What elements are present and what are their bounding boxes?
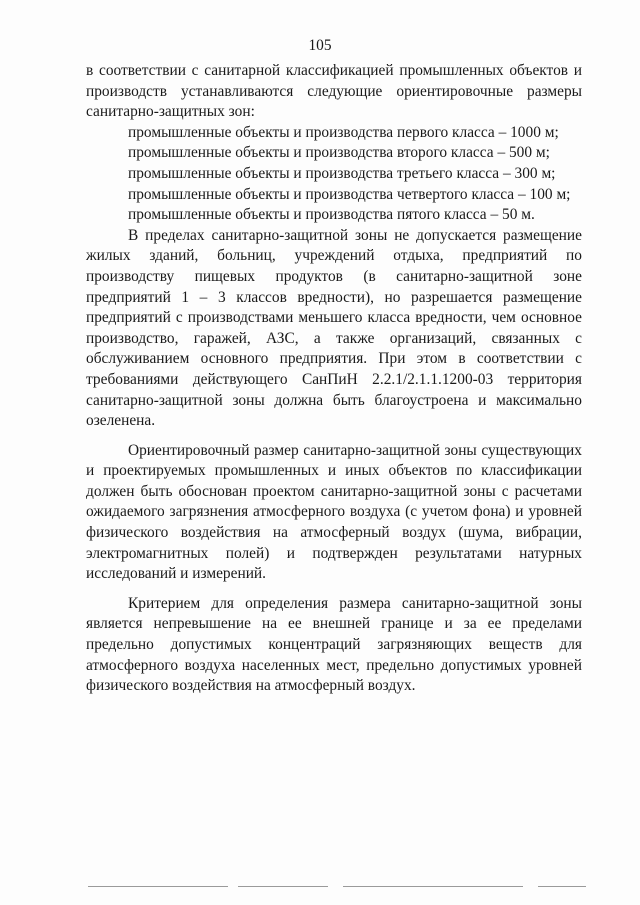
intro-paragraph: в соответствии с санитарной классификацией промышленных объектов и производств устанавливаются следующие ориентировочные размеры санитарно-защитных зон:: [86, 62, 582, 121]
list-item-class-1: промышленные объекты и производства первого класса – 1000 м;: [128, 123, 559, 141]
zone-size-list: [86, 123, 582, 226]
list-item-class-5: промышленные объекты и производства пятого класса – 50 м.: [128, 206, 535, 224]
paragraph-size-justification: Ориентировочный размер санитарно-защитной зоны существующих и проектируемых промышленных и иных объектов по классификации должен быть обоснован проектом санитарно-защитной зоны с расчетами ожидаемого загрязнения атмосферного воздуха (с учетом фона) и уровней физического воздействия на атмосферный воздух (шума, вибрации, электромагнитных полей) и подтвержден результатами натурных исследований и измерений.: [86, 441, 582, 583]
page-number: 105: [308, 37, 332, 54]
list-item-class-4: промышленные объекты и производства четвертого класса – 100 м;: [128, 185, 571, 203]
list-item-class-2: промышленные объекты и производства второго класса – 500 м;: [128, 144, 550, 162]
scan-edge-marks: [88, 886, 588, 892]
document-body: [86, 61, 582, 697]
paragraph-criteria: Критерием для определения размера санитарно-защитной зоны является непревышение на ее внешней границе и за ее пределами предельно допустимых концентраций загрязняющих веществ для атмосферного воздуха населенных мест, предельно допустимых уровней физического воздействия на атмосферный воздух.: [86, 594, 582, 695]
paragraph-restrictions: В пределах санитарно-защитной зоны не допускается размещение жилых зданий, больниц, учреждений отдыха, предприятий по производству пищевых продуктов (в санитарно-защитной зоне предприятий 1 – 3 классов вредности), но разрешается размещение предприятий с производствами меньшего класса вредности, чем основное производство, гаражей, АЗС, а также организаций, связанных с обслуживанием основного предприятия. При этом в соответствии с требованиями действующего СанПиН 2.2.1/2.1.1.1200-03 территория санитарно-защитной зоны должна быть благоустроена и максимально озеленена.: [86, 226, 582, 430]
list-item-class-3: промышленные объекты и производства третьего класса – 300 м;: [128, 164, 556, 182]
